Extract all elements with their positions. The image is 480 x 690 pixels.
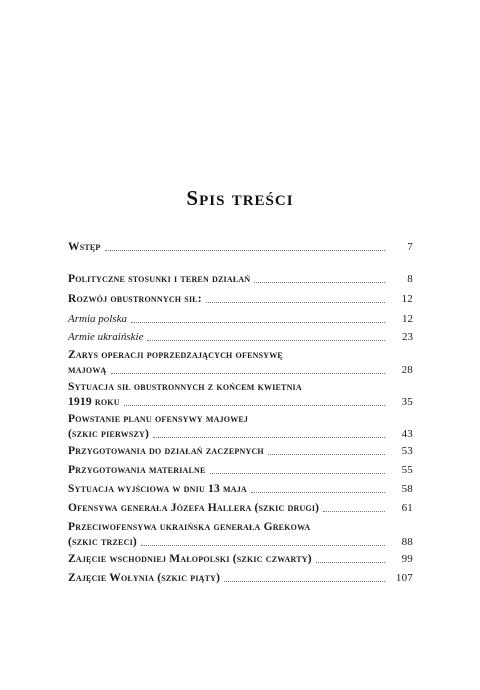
toc-entry-rozwoj-sil [68,292,413,307]
toc-entry-sytuacja-wyjsciowa [68,482,413,497]
toc-entry-sytuacja-sil [68,380,413,410]
toc-entry-title-line1: Powstanie planu ofensywy majowej [68,413,249,425]
toc-page-number: 99 [401,553,413,565]
toc-entry-title: Ofensywa generała Józefa Hallera (szkic drugi) [68,502,320,514]
dot-leader [105,250,385,251]
toc-page-number: 8 [407,273,413,285]
dot-leader [111,373,385,374]
toc-entry-title: Zajęcie wschodniej Małopolski (szkic czwarty) [68,553,312,565]
toc-entry-przygotowania-materialne [68,463,413,478]
toc-entry-zajecie-wolynia [68,571,413,586]
dot-leader [131,322,385,323]
toc-entry-title: Wstęp [68,241,101,253]
dot-leader [210,473,385,474]
dot-leader [251,492,385,493]
dot-leader [141,545,385,546]
toc-page-number: 53 [401,445,413,457]
toc-entry-title: Rozwój obustronnych sił: [68,293,202,305]
toc-entry-przeciwofensywa [68,520,413,550]
toc-page-number: 43 [401,428,413,440]
dot-leader [153,437,385,438]
toc-page-number: 28 [401,364,413,376]
dot-leader [268,454,385,455]
toc-entry-wstep [68,240,413,255]
toc-entry-title-line2: 1919 roku [68,396,120,408]
dot-leader [147,340,385,341]
toc-entry-title-line1: Przeciwofensywa ukraińska generała Grekowa [68,521,311,533]
toc-page-number: 58 [401,483,413,495]
toc-entry-title-line1: Zarys operacji poprzedzających ofensywę [68,349,283,361]
toc-entry-title-line2: majową [68,364,107,376]
toc-page-number: 23 [402,331,413,343]
dot-leader [124,405,385,406]
toc-entry-title: Przygotowania materialne [68,464,206,476]
toc-entry-polityczne-stosunki [68,272,413,287]
toc-page-number: 107 [395,572,413,584]
toc-page-number: 55 [401,464,413,476]
dot-leader [206,302,385,303]
page-title: Spis treści [186,186,294,210]
dot-leader [224,581,385,582]
toc-page-number: 61 [401,502,413,514]
dot-leader [323,511,385,512]
toc-entry-przygotowania-dzialan [68,444,413,459]
toc-page-number: 12 [401,293,413,305]
toc-entry-title-line2: (szkic pierwszy) [68,428,150,440]
toc-entry-armie-ukrainskie [68,330,413,345]
dot-leader [316,562,385,563]
toc-page-number: 12 [402,313,413,325]
toc-entry-title: Sytuacja wyjściowa w dniu 13 maja [68,483,247,495]
toc-entry-title: Zajęcie Wołynia (szkic piąty) [68,572,221,584]
toc-entry-zarys-operacji [68,348,413,378]
toc-entry-powstanie-planu [68,412,413,442]
toc-entry-title: Armia polska [68,313,127,325]
toc-entry-title-line2: (szkic trzeci) [68,536,137,548]
dot-leader [254,282,385,283]
toc-entry-armia-polska [68,312,413,327]
toc-page-number: 35 [401,396,413,408]
toc-entry-title: Armie ukraińskie [68,331,144,343]
toc-entry-title: Polityczne stosunki i teren działań [68,273,251,285]
toc-entry-title-line1: Sytuacja sił obustronnych z końcem kwietnia [68,381,302,393]
toc-entry-ofensywa-hallera [68,501,413,516]
toc-entry-zajecie-malopolski [68,552,413,567]
toc-entry-title: Przygotowania do działań zaczepnych [68,445,264,457]
toc-page-number: 88 [401,536,413,548]
toc-page-number: 7 [407,241,413,253]
